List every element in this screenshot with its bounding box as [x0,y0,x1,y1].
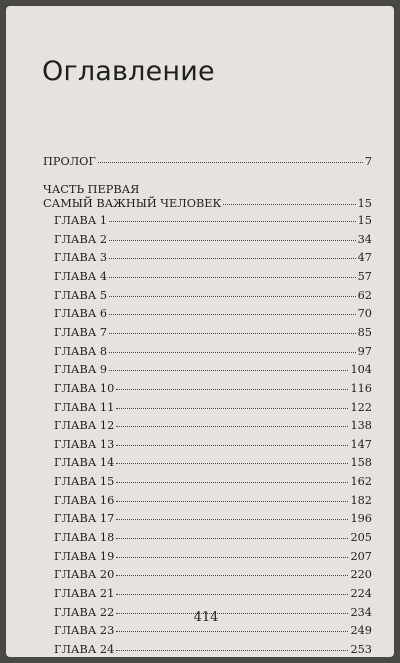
dot-leader [98,162,363,163]
dot-leader [116,426,348,427]
toc-entry-chapter[interactable] [54,550,372,563]
dot-leader [116,501,348,502]
page-number: 414 [193,610,219,625]
dot-leader [116,631,348,632]
dot-leader [109,277,356,278]
toc-entry-chapter[interactable] [54,643,372,656]
toc-entry-chapter[interactable] [54,568,372,581]
dot-leader [116,482,348,483]
toc-entry-label: САМЫЙ ВАЖНЫЙ ЧЕЛОВЕК [43,197,222,210]
dot-leader [109,296,356,297]
dot-leader [116,408,348,409]
toc-entry-label: ГЛАВА 5 [54,288,108,302]
toc-entry-chapter[interactable] [54,289,372,302]
toc-entry-page: 57 [357,269,372,283]
toc-entry-chapter[interactable] [54,270,372,283]
toc-entry-page: 234 [350,605,372,619]
dot-leader [109,221,356,222]
toc-entry-chapter[interactable] [54,475,372,488]
toc-entry-label: ГЛАВА 8 [54,344,108,358]
page-title: Оглавление [42,56,215,87]
toc-entry-label: ГЛАВА 14 [54,456,115,470]
toc-entry-page: 122 [350,400,372,414]
toc-entry-page: 220 [350,568,372,582]
dot-leader [223,204,355,205]
toc-entry-label: ГЛАВА 11 [54,400,115,414]
toc-entry-label: ГЛАВА 12 [54,419,115,433]
toc-entry-page: 116 [350,381,372,395]
dot-leader [116,389,348,390]
toc-entry-label: ГЛАВА 13 [54,437,115,451]
toc-entry-chapter[interactable] [54,587,372,600]
toc-entry-part-one[interactable] [43,197,372,210]
toc-entry-page: 15 [357,214,372,227]
toc-entry-page: 253 [350,642,372,656]
toc-entry-page: 85 [357,325,372,339]
toc-entry-page: 249 [350,624,372,638]
dot-leader [109,352,356,353]
toc-entry-label: ГЛАВА 2 [54,232,108,246]
toc-entry-label: ГЛАВА 23 [54,624,115,638]
toc-entry-chapter[interactable] [54,214,372,227]
toc-entry-label: ГЛАВА 18 [54,531,115,545]
toc-entry-page: 70 [357,307,372,321]
dot-leader [116,519,348,520]
toc-entry-page: 138 [350,419,372,433]
toc-entry-chapter[interactable] [54,307,372,320]
toc-entry-label: ГЛАВА 9 [54,363,108,377]
toc-entry-page: 158 [350,456,372,470]
toc-entry-label: ГЛАВА 19 [54,549,115,563]
dot-leader [116,575,348,576]
toc-entry-chapter[interactable] [54,512,372,525]
toc-entry-label: ГЛАВА 10 [54,381,115,395]
toc-entry-page: 205 [350,531,372,545]
toc-entry-chapter[interactable] [54,345,372,358]
toc-entry-chapter[interactable] [54,326,372,339]
toc-entry-chapter[interactable] [54,438,372,451]
part-title: ЧАСТЬ ПЕРВАЯ [43,183,140,196]
dot-leader [116,594,348,595]
toc-entry-page: 182 [350,493,372,507]
dot-leader [116,538,348,539]
toc-entry-label: ГЛАВА 21 [54,587,115,600]
toc-entry-page: 196 [350,512,372,526]
toc-entry-page: 147 [350,437,372,451]
toc-entry-chapter[interactable] [54,401,372,414]
dot-leader [116,650,348,651]
toc-entry-label: ГЛАВА 16 [54,493,115,507]
toc-entry-label: ГЛАВА 24 [54,642,115,656]
toc-entry-chapter[interactable] [54,494,372,507]
toc-entry-chapter[interactable] [54,531,372,544]
dot-leader [116,463,348,464]
toc-entry-chapter[interactable] [54,233,372,246]
toc-entry-label: ГЛАВА 15 [54,475,115,489]
book-page [6,6,394,657]
dot-leader [109,333,356,334]
toc-entry-page: 97 [357,344,372,358]
toc-entry-label: ГЛАВА 17 [54,512,115,526]
toc-entry-label: ГЛАВА 7 [54,325,108,339]
dot-leader [116,557,348,558]
toc-entry-prologue[interactable] [43,155,372,168]
dot-leader [109,370,348,371]
toc-entry-page: 15 [357,197,372,210]
toc-entry-label: ГЛАВА 22 [54,605,115,619]
toc-entry-label: ГЛАВА 4 [54,269,108,283]
toc-entry-page: 104 [350,363,372,377]
toc-entry-label: ГЛАВА 6 [54,307,108,321]
dot-leader [109,314,356,315]
toc-entry-label: ГЛАВА 1 [54,214,108,227]
dot-leader [116,445,348,446]
toc-entry-page: 224 [350,587,372,600]
dot-leader [109,240,356,241]
toc-entry-page: 34 [357,232,372,246]
toc-entry-chapter[interactable] [54,382,372,395]
toc-entry-chapter[interactable] [54,363,372,376]
toc-entry-page: 162 [350,475,372,489]
toc-entry-page: 207 [350,549,372,563]
toc-entry-page: 7 [364,155,372,168]
toc-entry-label: ПРОЛОГ [43,155,96,168]
toc-entry-chapter[interactable] [54,419,372,432]
toc-entry-chapter[interactable] [54,251,372,264]
toc-entry-page: 62 [357,288,372,302]
dot-leader [109,258,356,259]
toc-entry-label: ГЛАВА 3 [54,251,108,265]
toc-entry-page: 47 [357,251,372,265]
toc-entry-chapter[interactable] [54,624,372,637]
toc-entry-label: ГЛАВА 20 [54,568,115,582]
toc-entry-chapter[interactable] [54,456,372,469]
